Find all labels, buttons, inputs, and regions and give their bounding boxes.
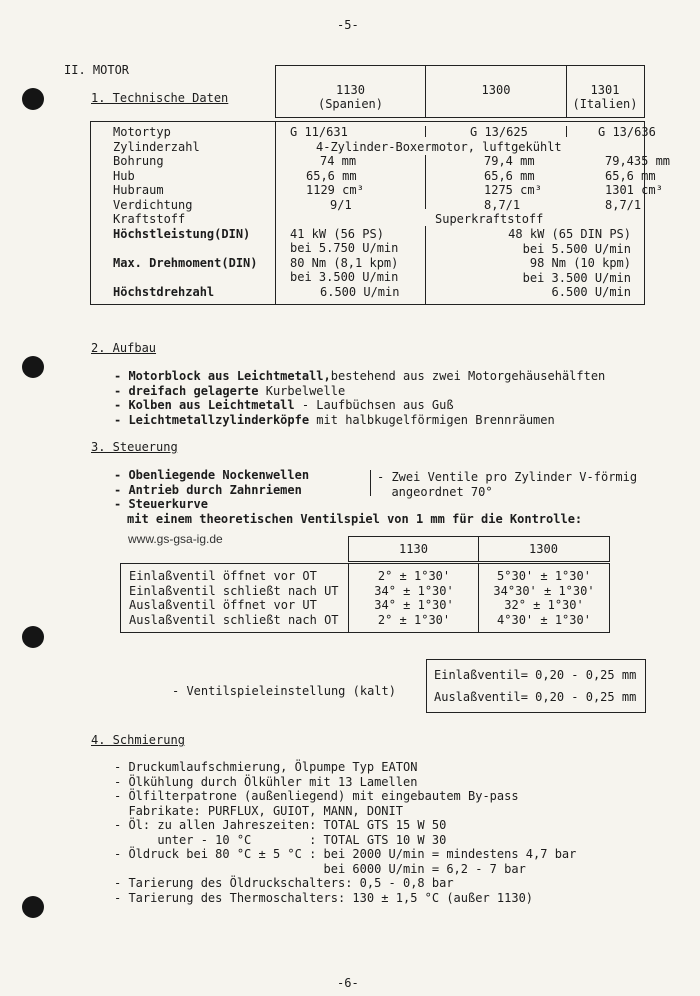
table-cell: 2° ± 1°30' (377, 612, 451, 627)
divider (566, 126, 567, 137)
s1-values-1300 (470, 125, 542, 212)
list-item: - Motorblock aus Leichtmetall,bestehend aus zwei Motorgehäusehälften (114, 369, 606, 383)
label-motortyp: Motortyp (113, 125, 171, 139)
list-item: - Tarierung des Öldruckschalters: 0,5 - 0,8 bar (114, 876, 454, 890)
value-1130: 1129 cm³ (306, 183, 364, 197)
head-1301: 1301 (590, 83, 620, 97)
value-shared: 48 kW (65 DIN PS) (508, 227, 631, 241)
value-1130: G 11/631 (290, 125, 348, 139)
divider (425, 155, 426, 209)
table-row-label: Auslaßventil schließt nach OT (129, 612, 339, 627)
s2-heading: 2. Aufbau (91, 341, 157, 355)
value-1301: 8,7/1 (605, 197, 642, 212)
head-1130-sub: (Spanien) (317, 97, 384, 111)
timing-col-1130: 1130 (399, 542, 428, 556)
timing-col-1300: 1300 (529, 542, 558, 556)
list-item: - Leichtmetallzylinderköpfe mit halbkugelförmigen Brennräumen (114, 412, 555, 427)
s3-note: mit einem theoretischen Ventilspiel von 1 mm für die Kontrolle: (127, 512, 583, 526)
divider (425, 126, 426, 137)
list-item: bei 6000 U/min = 6,2 - 7 bar (114, 861, 526, 876)
table-cell: 34° ± 1°30' (374, 598, 454, 612)
value-1130 (290, 212, 399, 227)
value-1130: 41 kW (56 PS) (290, 226, 384, 241)
list-item: - Druckumlaufschmierung, Ölpumpe Typ EATON (114, 760, 418, 774)
punch-hole (22, 356, 44, 378)
label-drehmoment: Max. Drehmoment(DIN) (113, 255, 258, 270)
value-1300: 8,7/1 (484, 197, 521, 212)
s3-left-list (114, 468, 309, 512)
label-zylinderzahl: Zylinderzahl (113, 139, 200, 154)
punch-hole (22, 626, 44, 648)
list-item: - Steuerkurve (114, 497, 208, 511)
value-shared: 6.500 U/min (551, 285, 631, 299)
head-1301-sub: (Italien) (572, 97, 638, 111)
list-item: - Obenliegende Nockenwellen (114, 468, 310, 482)
list-item: - Ölfilterpatrone (außenliegend) mit eingebautem By-pass (114, 789, 519, 803)
page-number-top: -5- (337, 18, 359, 32)
value-1130: bei 5.750 U/min (290, 241, 399, 255)
clearance-intake: Einlaßventil= 0,20 - 0,25 mm (434, 668, 637, 682)
label-blank (113, 270, 258, 285)
divider (370, 470, 371, 496)
divider (478, 563, 479, 633)
zylinder-all: 4-Zylinder-Boxermotor, luftgekühlt (316, 140, 562, 154)
watermark-url: www.gs-gsa-ig.de (128, 532, 223, 546)
table-cell: 32° ± 1°30' (504, 598, 584, 612)
value-shared: 98 Nm (10 kpm) (529, 256, 631, 270)
label-verdichtung: Verdichtung (113, 197, 193, 212)
head-1130: 1130 (336, 83, 365, 97)
clearance-exhaust: Auslaßventil= 0,20 - 0,25 mm (434, 690, 637, 704)
table-cell: 2° ± 1°30' (377, 569, 451, 583)
s1-labels (113, 125, 258, 299)
list-item: angeordnet 70° (377, 484, 493, 499)
divider (275, 121, 276, 305)
list-item: unter - 10 °C : TOTAL GTS 10 W 30 (114, 832, 447, 847)
s3-right-list (377, 470, 637, 499)
label-blank (113, 241, 258, 256)
list-item: - dreifach gelagerte Kurbelwelle (114, 383, 346, 398)
value-1301: G 13/636 (598, 125, 656, 139)
page-number-bottom: -6- (337, 976, 359, 990)
divider (348, 563, 349, 633)
value-1301: 65,6 mm (605, 168, 656, 183)
kraftstoff-all: Superkraftstoff (435, 212, 544, 226)
value-shared: bei 3.500 U/min (522, 270, 631, 285)
s1-heading: 1. Technische Daten (91, 91, 229, 105)
value-1130: bei 3.500 U/min (290, 270, 399, 284)
table-cell: 4°30' ± 1°30' (497, 612, 591, 627)
label-hoechstdrehzahl: Höchstdrehzahl (113, 284, 215, 299)
value-1130: 80 Nm (8,1 kpm) (290, 255, 399, 270)
value-1130: 9/1 (330, 197, 352, 212)
list-item: - Öldruck bei 80 °C ± 5 °C : bei 2000 U/min = mindestens 4,7 bar (114, 847, 577, 861)
value-1301 (598, 140, 670, 155)
punch-hole (22, 896, 44, 918)
label-hubraum: Hubraum (113, 183, 164, 197)
label-hub: Hub (113, 168, 135, 183)
list-item: - Kolben aus Leichtmetall - Laufbüchsen aus Guß (114, 398, 454, 412)
value-1301: 1301 cm³ (605, 183, 663, 197)
table-cell: 34° ± 1°30' (374, 583, 454, 598)
value-1300: 1275 cm³ (484, 183, 542, 197)
head-1300: 1300 (481, 83, 511, 97)
value-1301: 79,435 mm (605, 154, 671, 168)
list-item: - Antrieb durch Zahnriemen (114, 482, 302, 497)
value-1130: 65,6 mm (306, 168, 357, 183)
timing-values-1300 (483, 569, 605, 627)
label-bohrung: Bohrung (113, 154, 164, 168)
section-title: II. MOTOR (64, 63, 130, 77)
punch-hole (22, 88, 44, 110)
list-item: Fabrikate: PURFLUX, GUIOT, MANN, DONIT (114, 803, 403, 818)
clearance-label: - Ventilspieleinstellung (kalt) (172, 684, 396, 698)
list-item: - Zwei Ventile pro Zylinder V-förmig (377, 470, 638, 484)
divider (425, 226, 426, 305)
s1-values-1301 (598, 125, 670, 212)
table-row-label: Einlaßventil öffnet vor OT (129, 569, 317, 583)
label-kraftstoff: Kraftstoff (113, 212, 186, 226)
table-cell: 5°30' ± 1°30' (497, 569, 591, 583)
table-row-label: Auslaßventil öffnet vor UT (129, 598, 317, 612)
list-item: - Tarierung des Thermoschalters: 130 ± 1,5 °C (außer 1130) (114, 890, 534, 905)
list-item: - Öl: zu allen Jahreszeiten: TOTAL GTS 15 W 50 (114, 818, 447, 832)
timing-labels (129, 569, 339, 627)
s4-heading: 4. Schmierung (91, 733, 185, 747)
value-1300: 79,4 mm (484, 154, 535, 168)
table-cell: 34°30' ± 1°30' (493, 583, 595, 598)
s1-values-1300-1301 (430, 227, 634, 300)
value-shared: bei 5.500 U/min (522, 241, 631, 256)
s4-lines (114, 760, 576, 905)
value-1130: 6.500 U/min (320, 284, 400, 299)
s3-heading: 3. Steuerung (91, 440, 178, 454)
list-item: - Ölkühlung durch Ölkühler mit 13 Lamellen (114, 774, 418, 789)
value-1130: 74 mm (320, 154, 357, 168)
s2-items (114, 369, 605, 427)
value-1300: G 13/625 (470, 125, 528, 139)
label-hoechstleistung: Höchstleistung(DIN) (113, 226, 251, 241)
value-1300: 65,6 mm (484, 168, 535, 183)
table-row-label: Einlaßventil schließt nach UT (129, 583, 339, 598)
timing-values-1130 (353, 569, 475, 627)
